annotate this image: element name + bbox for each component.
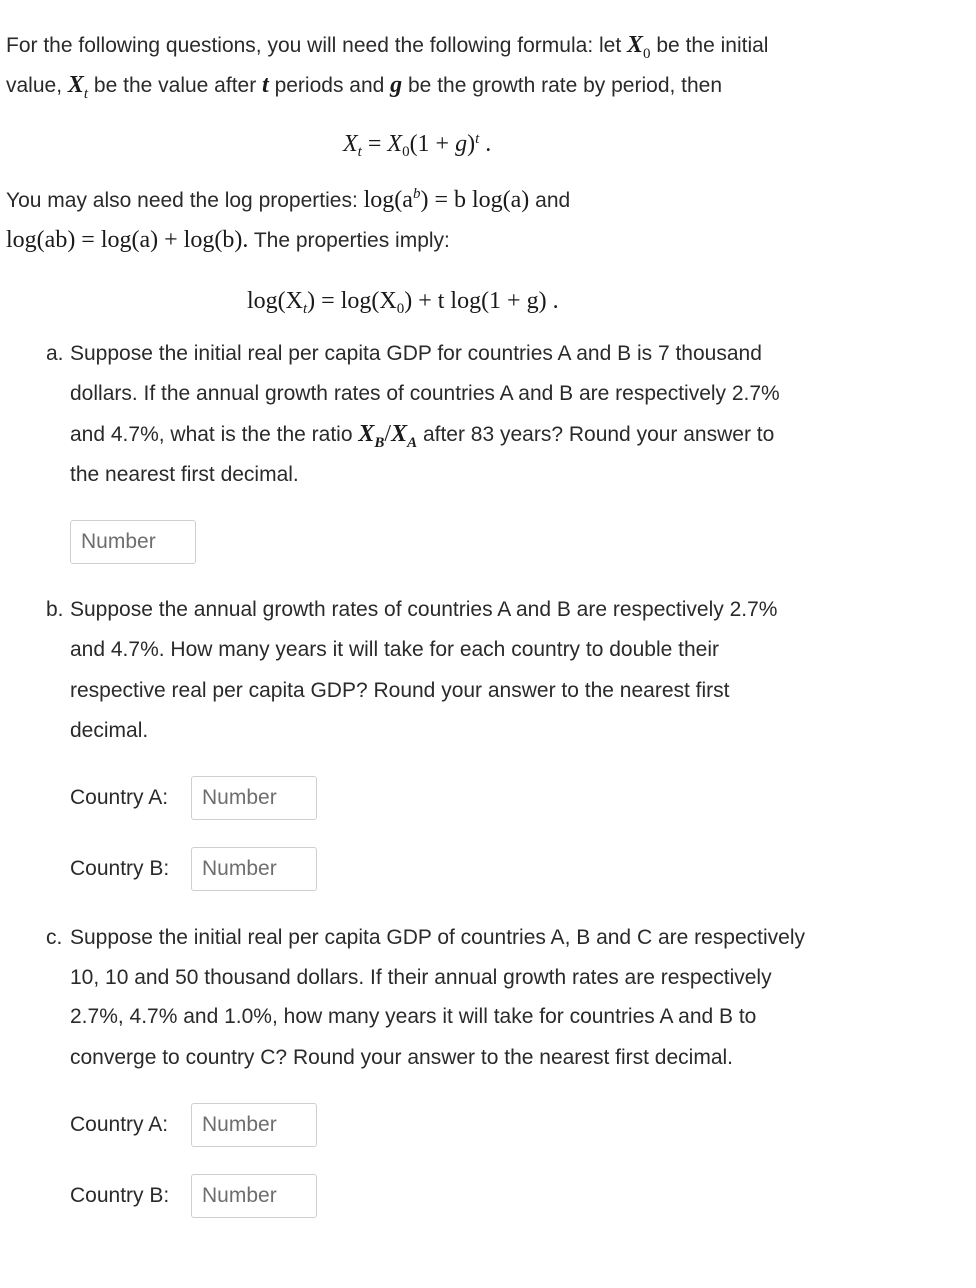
math-x0: $X_0$ xyxy=(627,32,651,62)
log-power-rule: $\log(a^b) = b$ log(a) xyxy=(363,186,530,213)
question-b-country-b-label: Country B: xyxy=(70,857,170,880)
math-t: t xyxy=(262,72,269,98)
growth-formula: $X_t = X_0(1 + g)^t$ . xyxy=(343,131,492,161)
question-b-line-4: decimal. xyxy=(70,719,149,742)
doubling-country-b-input[interactable] xyxy=(191,847,317,891)
convergence-country-b-input[interactable] xyxy=(191,1174,317,1218)
doubling-country-a-input[interactable] xyxy=(191,776,317,820)
log-intro-line-2: log(ab) = log(a) + log(b). The properties imply: xyxy=(6,227,450,253)
question-b-line-3: respective real per capita GDP? Round your answer to the nearest first xyxy=(70,679,730,702)
math-ratio: $X_B/X_A$ xyxy=(358,421,418,451)
intro-text: For the following questions, you will need the following formula: let xyxy=(6,34,622,57)
question-c-line-2: 10, 10 and 50 thousand dollars. If their annual growth rates are respectively xyxy=(70,966,772,989)
question-a-line-4: the nearest first decimal. xyxy=(70,463,299,486)
log-growth-formula: $\log(X_t) = \log(X_0) + t$ log(1 + g) . xyxy=(247,288,559,318)
question-a-marker: a. xyxy=(46,342,64,365)
ratio-answer-input[interactable] xyxy=(70,520,196,564)
question-b-country-a-label: Country A: xyxy=(70,786,169,809)
question-c-country-b-label: Country B: xyxy=(70,1184,170,1207)
question-c-line-3: 2.7%, 4.7% and 1.0%, how many years it will take for countries A and B to xyxy=(70,1005,757,1028)
convergence-country-a-input[interactable] xyxy=(191,1103,317,1147)
log-product-rule: log(ab) = log(a) + log(b). xyxy=(6,227,249,253)
intro-line-2: value, $X_t$ be the value after t periods and g be the growth rate by period, then xyxy=(6,72,723,102)
question-c-line-1: Suppose the initial real per capita GDP of countries A, B and C are respectively xyxy=(70,926,806,949)
math-g: g xyxy=(390,72,403,98)
question-c-country-a-label: Country A: xyxy=(70,1113,169,1136)
math-xt: $X_t$ xyxy=(67,72,89,102)
question-b-line-1: Suppose the annual growth rates of countries A and B are respectively 2.7% xyxy=(70,598,778,621)
question-a-line-3: and 4.7%, what is the the ratio $X_B/X_A$ after 83 years? Round your answer to xyxy=(70,421,775,451)
question-b-marker: b. xyxy=(46,598,64,621)
question-a-line-2: dollars. If the annual growth rates of countries A and B are respectively 2.7% xyxy=(70,382,780,405)
intro-line-1: For the following questions, you will need the following formula: let $X_0$ be the initial xyxy=(6,32,769,62)
question-a-line-1: Suppose the initial real per capita GDP for countries A and B is 7 thousand xyxy=(70,342,762,365)
question-c-marker: c. xyxy=(46,926,63,949)
question-b-line-2: and 4.7%. How many years it will take for each country to double their xyxy=(70,638,719,661)
question-c-line-4: converge to country C? Round your answer to the nearest first decimal. xyxy=(70,1046,733,1069)
log-intro-line-1: You may also need the log properties: $\log(a^b) = b$ log(a) and xyxy=(6,186,571,213)
